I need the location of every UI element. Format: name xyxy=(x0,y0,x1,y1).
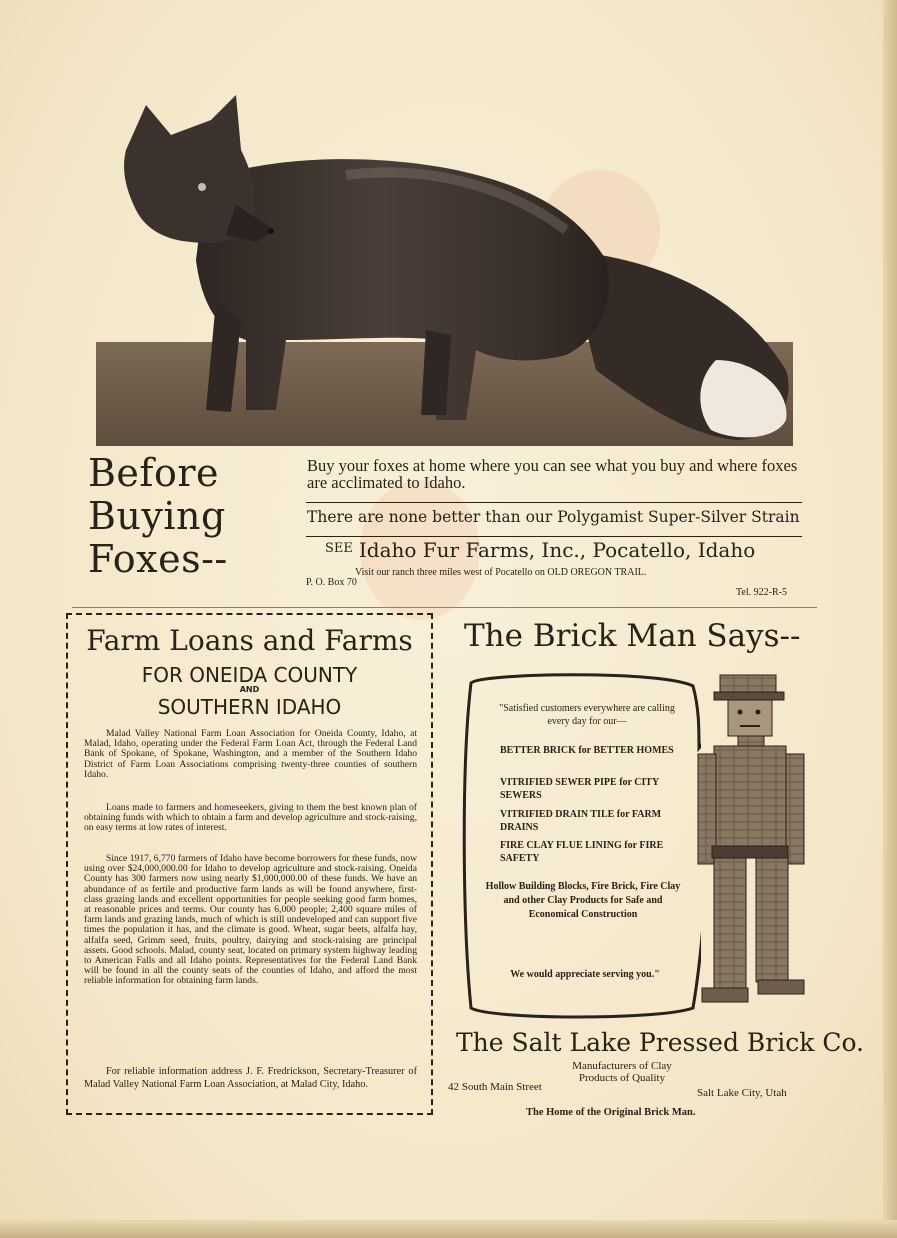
farm-ad-paragraph: Since 1917, 6,770 farmers of Idaho have become borrowers for these funds, now using over $24,000,000.00 for Idaho to develop agriculture and stock-raising. Oneida County has 300 farmers now using nearly $1,000,000.00 of these funds. We have an abundance of as fertile and productive farm lands as will be found anywhere, first-class grazing lands and excellent opportunities for people seeking good farm homes, at reasonable prices and terms. Our county has 6,000 people; 2,400 square miles of farm lands and grazing lands, much of which is still undeveloped and can support five times the population it has, and the climate is good. Wheat, sugar beets, alfalfa hay, alfalfa seed, Grimm seed, fruits, poultry, dairying and stock-raising are principal assets. Good schools. Malad, county seat, located on primary system highway leading to American Falls and all Idaho points. Representatives for the Federal Land Bank will be found in all the county seats of the counties of Idaho, and afford the most reliable information for obtaining farm lands. xyxy=(84,853,417,987)
see-label: SEE xyxy=(325,541,353,556)
farm-ad-paragraph: For reliable information address J. F. Fredrickson, Secretary-Treasurer of Malad Valley National Farm Loan Association, at Malad City, Idaho. xyxy=(84,1066,417,1090)
fox-ad-headline xyxy=(88,452,288,581)
brick-product: VITRIFIED SEWER PIPE for CITY SEWERS xyxy=(500,777,659,801)
brick-manufacturers: Manufacturers of Clay Products of Quality xyxy=(572,1060,672,1084)
page-edge xyxy=(883,0,897,1238)
fox-ad-company xyxy=(325,538,755,562)
brick-product: BETTER BRICK for BETTER HOMES xyxy=(500,745,674,756)
farm-ad-and: AND xyxy=(239,685,260,694)
fox-ad-visit: Visit our ranch three miles west of Pocatello on OLD OREGON TRAIL. xyxy=(355,567,647,578)
brick-product: FIRE CLAY FLUE LINING for FIRE SAFETY xyxy=(500,840,664,864)
company-name: Idaho Fur Farms, Inc., Pocatello, Idaho xyxy=(358,538,756,562)
brick-ad-title: The Brick Man Says-- xyxy=(464,618,801,654)
farm-ad-paragraph: Loans made to farmers and homeseekers, giving to them the best known plan of obtaining funds with which to obtain a farm and develop agriculture and stock-raising, on easy terms at low rates of interest. xyxy=(84,802,417,834)
silver-fox-photo xyxy=(96,90,796,446)
brick-hollow: Hollow Building Blocks, Fire Brick, Fire Clay and other Clay Products for Safe and Economical Construction xyxy=(485,881,681,920)
headline-line: Buying xyxy=(88,494,226,538)
divider xyxy=(306,536,802,537)
headline-line: Foxes-- xyxy=(88,537,228,581)
fox-ad-tel: Tel. 922-R-5 xyxy=(736,587,787,598)
farm-ad-title: Farm Loans and Farms xyxy=(86,624,413,657)
section-divider xyxy=(72,607,817,608)
brick-company: The Salt Lake Pressed Brick Co. xyxy=(456,1028,865,1057)
page-edge xyxy=(0,1220,897,1238)
farm-ad-paragraph: Malad Valley National Farm Loan Association for Oneida County, Idaho, at Malad, Idaho, operating under the Federal Farm Loan Act, through the Federal Land Bank of Spokane, of Spokane, Washington, and a member of the Southern Idaho District of Farm Loan Associations comprising twenty-three counties of southern Idaho. xyxy=(84,728,417,780)
brick-product: VITRIFIED DRAIN TILE for FARM DRAINS xyxy=(500,809,662,833)
fox-ad-tagline: Buy your foxes at home where you can see what you buy and where foxes are acclimated to Idaho. xyxy=(307,456,798,492)
divider xyxy=(306,502,802,503)
farm-ad-subtitle: FOR ONEIDA COUNTY xyxy=(141,663,358,687)
farm-ad-subtitle: SOUTHERN IDAHO xyxy=(157,695,342,719)
brick-quote: "Satisfied customers everywhere are calling every day for our— xyxy=(499,703,675,727)
fox-ad-strain: There are none better than our Polygamist Super-Silver Strain xyxy=(307,508,800,526)
brick-address: 42 South Main Street xyxy=(448,1081,542,1093)
brick-home: The Home of the Original Brick Man. xyxy=(526,1107,696,1118)
brick-city: Salt Lake City, Utah xyxy=(697,1087,787,1099)
brick-man-figure xyxy=(692,670,812,1020)
fox-ad-po-box: P. O. Box 70 xyxy=(306,577,357,588)
brick-serve: We would appreciate serving you." xyxy=(510,969,660,980)
headline-line: Before xyxy=(88,451,220,495)
